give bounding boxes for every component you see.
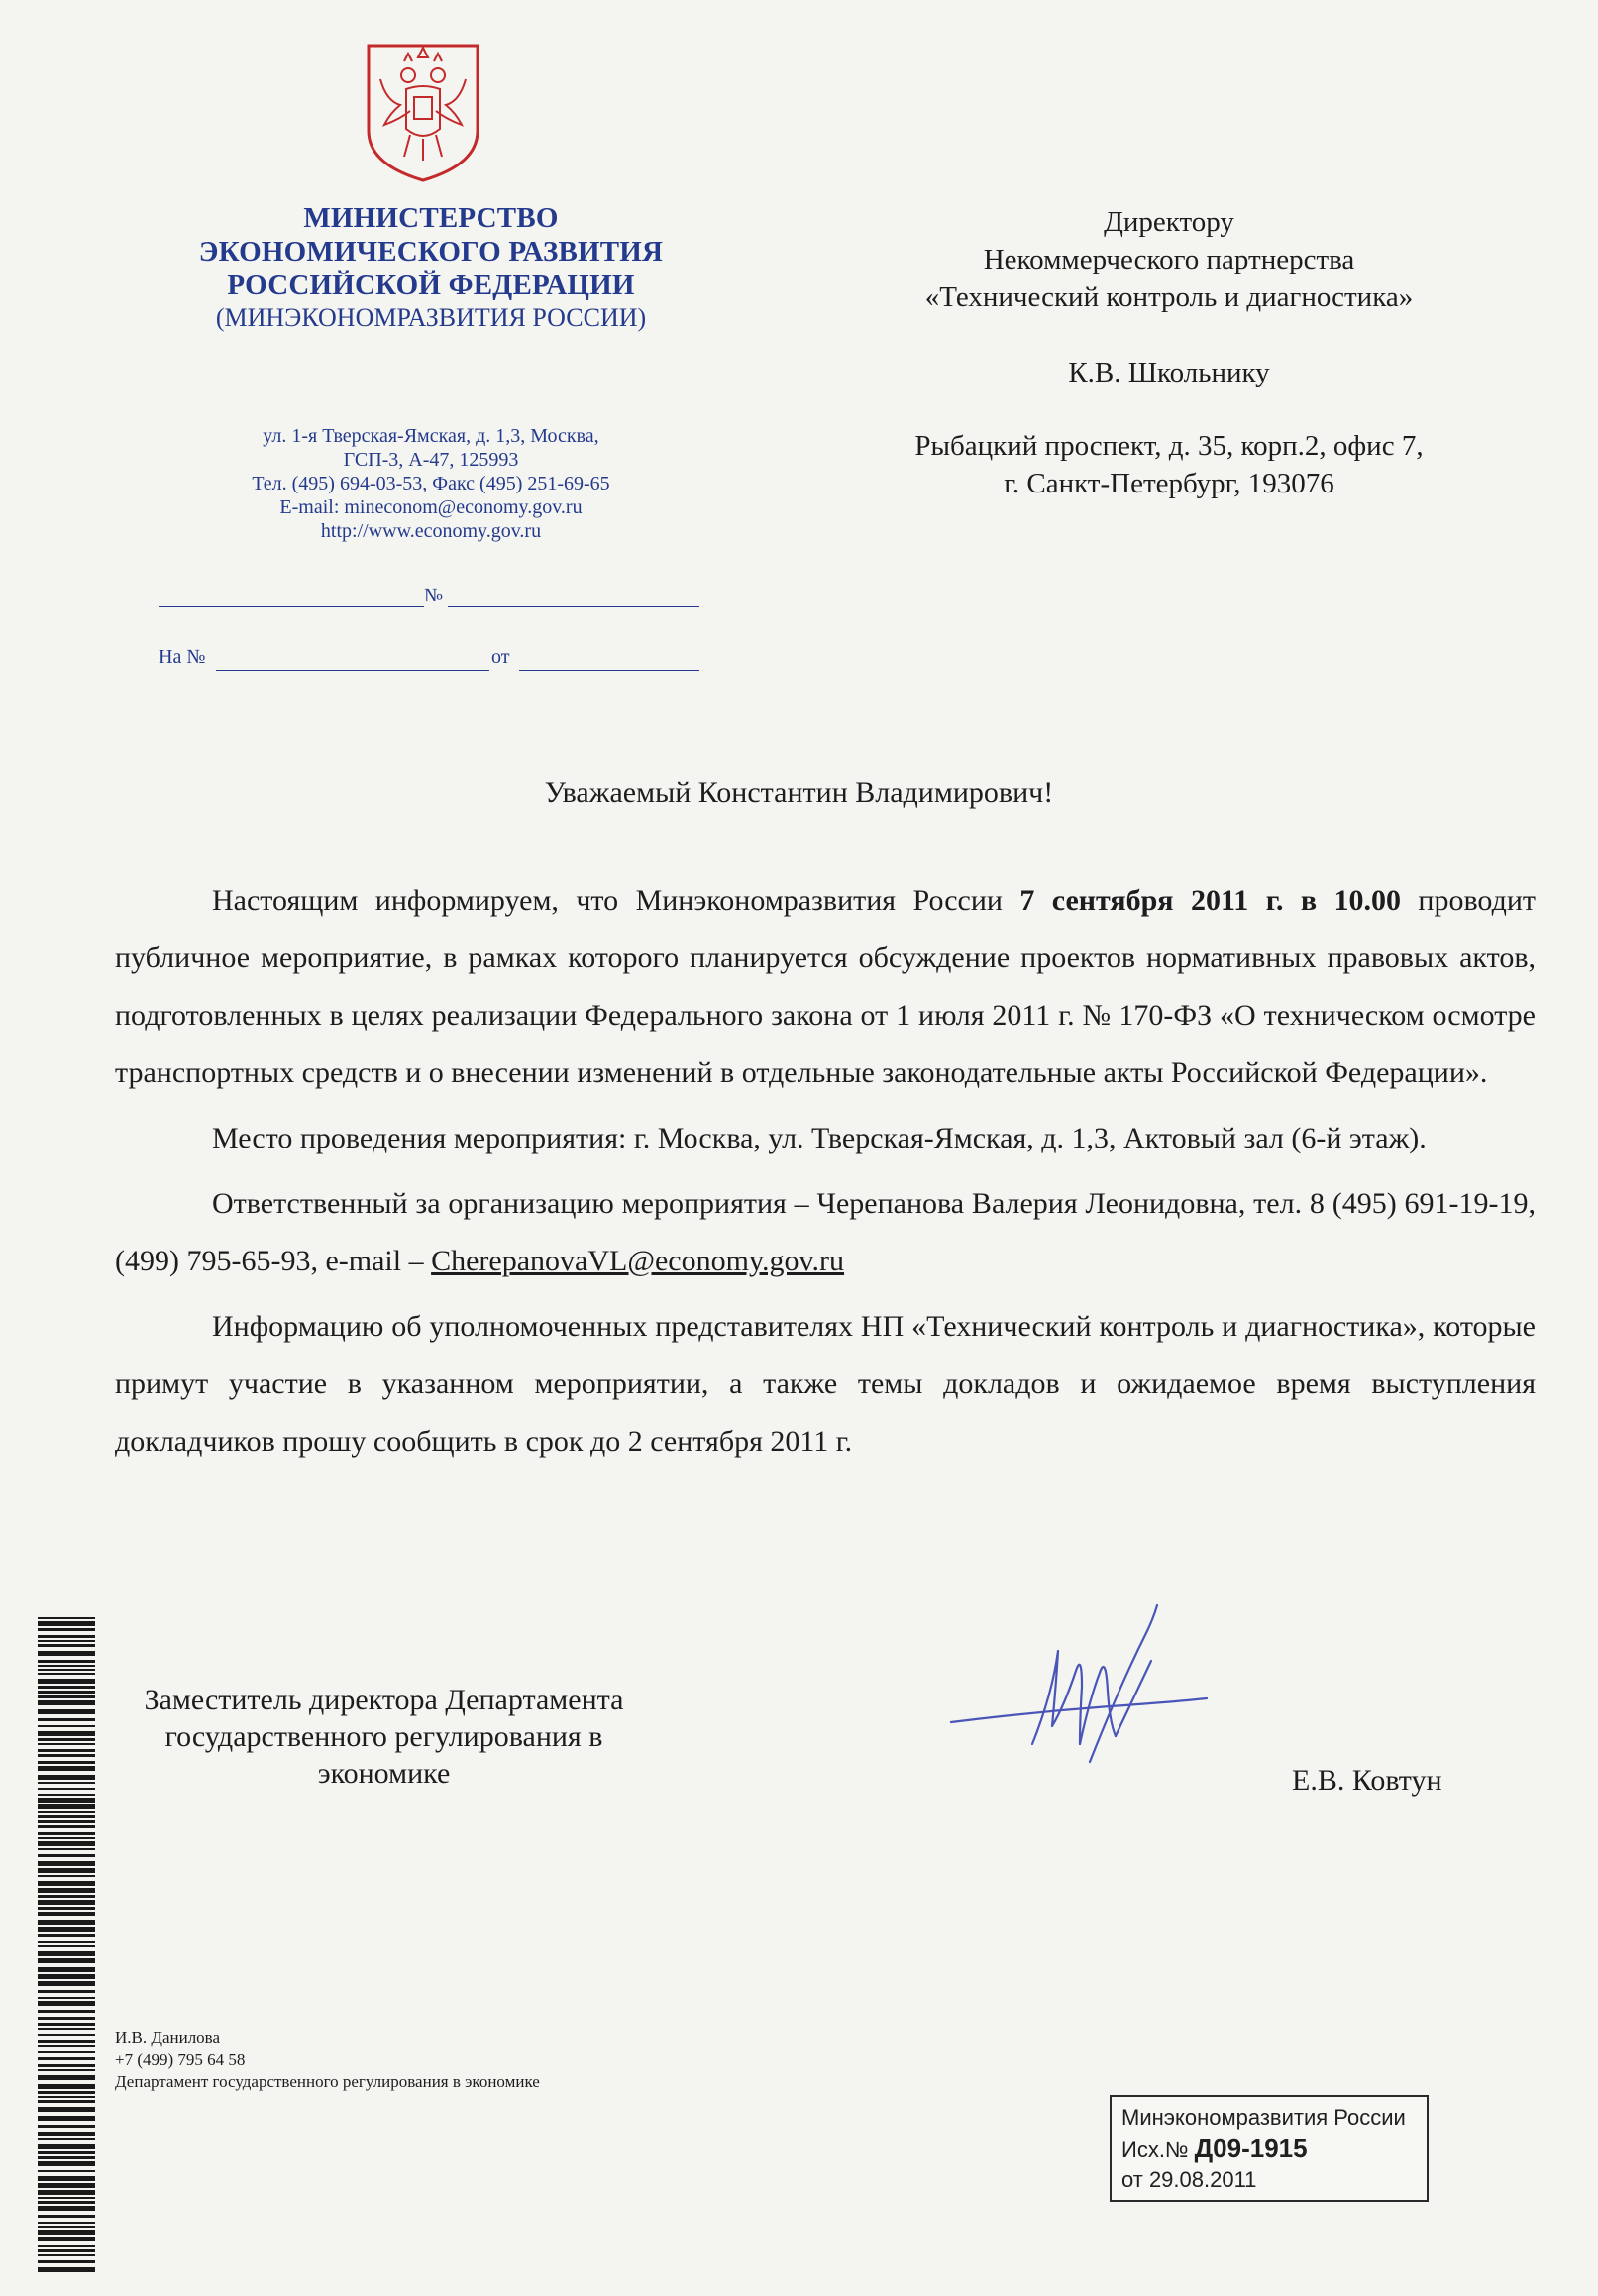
barcode-bar: [38, 2010, 95, 2013]
barcode-bar: [38, 1920, 95, 1925]
barcode-bar: [38, 1927, 95, 1932]
barcode-bar: [38, 1761, 95, 1764]
barcode-bar: [38, 1895, 95, 1898]
signatory-title-line: Заместитель директора Департамента: [144, 1684, 624, 1716]
stamp-organization: Минэкономразвития России: [1121, 2105, 1406, 2130]
barcode-bar: [38, 1811, 95, 1813]
event-date-time: 7 сентября 2011 г. в 10.00: [1019, 884, 1401, 917]
barcode-bar: [38, 1945, 95, 1947]
reply-number-rule: [216, 670, 489, 671]
barcode-bar: [38, 2096, 95, 2098]
barcode-bar: [38, 2045, 95, 2047]
recipient-line: Директору: [1104, 206, 1234, 238]
barcode-bar: [38, 1749, 95, 1752]
executor-name: И.В. Данилова: [115, 2028, 221, 2047]
signer-name: Е.В. Ковтун: [1292, 1764, 1442, 1797]
recipient-line: «Технический контроль и диагностика»: [924, 281, 1414, 313]
barcode-bar: [38, 1951, 95, 1956]
barcode-bar: [38, 1700, 95, 1705]
barcode-bar: [38, 1815, 95, 1818]
barcode-bar: [38, 1635, 95, 1638]
barcode-bar: [38, 2156, 95, 2159]
barcode-bar: [38, 2237, 95, 2241]
address-line: E-mail: mineconom@economy.gov.ru: [279, 496, 583, 518]
barcode-bar: [38, 1660, 95, 1663]
paragraph-text: Ответственный за организацию мероприятия – Черепанова Валерия Леонидовна, тел. 8 (495) 691-19-19, (499) 795-65-93, e-mail –: [115, 1187, 1536, 1277]
barcode-bar: [38, 2028, 95, 2030]
barcode-bar: [38, 1651, 95, 1656]
stamp-number-line: [1121, 2132, 1417, 2166]
barcode-bar: [38, 1804, 95, 1809]
ministry-line: МИНИСТЕРСТВО: [303, 202, 559, 234]
outgoing-number-label: №: [424, 585, 444, 606]
barcode-bar: [38, 2183, 95, 2188]
barcode-bar: [38, 2206, 95, 2211]
registration-stamp: [1110, 2095, 1429, 2202]
barcode-bar: [38, 2151, 95, 2154]
executor-info: [115, 2027, 540, 2093]
barcode-bar: [38, 2069, 95, 2071]
barcode-bar: [38, 1725, 95, 1727]
barcode-bar: [38, 2267, 95, 2272]
barcode-bar: [38, 1754, 95, 1757]
barcode-bar: [38, 1868, 95, 1873]
barcode-bar: [38, 1967, 95, 1972]
barcode-bar: [38, 1673, 95, 1675]
ministry-name: [149, 201, 713, 334]
barcode-bar: [38, 1825, 95, 1828]
stamp-number-label: Исх.№: [1121, 2137, 1189, 2162]
barcode-bar: [38, 1854, 95, 1857]
barcode-bar: [38, 2125, 95, 2128]
barcode-bar: [38, 1718, 95, 1721]
barcode-bar: [38, 2226, 95, 2228]
barcode-bar: [38, 1958, 95, 1963]
ministry-line: ЭКОНОМИЧЕСКОГО РАЗВИТИЯ: [198, 236, 664, 268]
barcode-bar: [38, 2100, 95, 2103]
outgoing-number-rule: [448, 606, 699, 607]
barcode-bar: [38, 2201, 95, 2204]
barcode-bar: [38, 2064, 95, 2067]
barcode-bar: [38, 1990, 95, 1993]
barcode-bar: [38, 1881, 95, 1886]
recipient-address-line: Рыбацкий проспект, д. 35, корп.2, офис 7,: [914, 430, 1424, 462]
reply-number-label: На №: [159, 646, 206, 668]
body-paragraph: [115, 1175, 1536, 1290]
outgoing-date-rule: [159, 606, 424, 607]
barcode-bar: [38, 2249, 95, 2252]
barcode-bar: [38, 2084, 95, 2089]
barcode-bar: [38, 1861, 95, 1866]
barcode-bar: [38, 2116, 95, 2121]
barcode-bar: [38, 1934, 95, 1937]
barcode-bar: [38, 1848, 95, 1850]
barcode-bar: [38, 1775, 95, 1780]
executor-department: Департамент государственного регулирования в экономике: [115, 2072, 540, 2091]
barcode-bar: [38, 2215, 95, 2218]
barcode-bar: [38, 1841, 95, 1846]
barcode-bar: [38, 1907, 95, 1910]
barcode-bar: [38, 1691, 95, 1694]
recipient-block: [822, 203, 1516, 502]
barcode-bar: [38, 1628, 95, 1631]
barcode-bar: [38, 1669, 95, 1671]
barcode-bar: [38, 2051, 95, 2053]
barcode-bar: [38, 2176, 95, 2181]
barcode-bar: [38, 1820, 95, 1823]
barcode-bar: [38, 1837, 95, 1839]
barcode-bar: [38, 2091, 95, 2094]
barcode-bar: [38, 1621, 95, 1626]
stamp-date: от 29.08.2011: [1121, 2167, 1257, 2192]
barcode-bar: [38, 1900, 95, 1905]
barcode-bar: [38, 2057, 95, 2060]
stamp-number: Д09-1915: [1194, 2133, 1308, 2163]
coat-of-arms-icon: [361, 40, 485, 184]
handwritten-signature: [941, 1595, 1238, 1794]
barcode-bar: [38, 2075, 95, 2080]
letter-body: [115, 872, 1536, 1478]
paragraph-text: проводит публичное мероприятие, в рамках которого планируется обсуждение проектов нормативных правовых актов, подготовленных в целях реализации Федерального закона от 1 июля 2011 г. № 170-ФЗ «О техническом осмотре транспортных средств и о внесении изменений в отдельные законодательные акты Российской Федерации».: [115, 884, 1536, 1089]
barcode-bar: [38, 2107, 95, 2112]
address-line: ГСП-3, А-47, 125993: [343, 449, 519, 471]
address-line: http://www.economy.gov.ru: [320, 520, 542, 542]
body-paragraph: Информацию об уполномоченных представителях НП «Технический контроль и диагностика», которые примут участие в указанном мероприятии, а также темы докладов и ожидаемое время выступления докладчиков прошу сообщить в срок до 2 сентября 2011 г.: [115, 1310, 1536, 1458]
signatory-title-line: государственного регулирования в: [164, 1720, 603, 1753]
barcode-bar: [38, 1686, 95, 1689]
barcode-bar: [38, 1743, 95, 1745]
barcode-bar: [38, 2170, 95, 2172]
barcode-bar: [38, 2138, 95, 2140]
barcode-bar: [38, 2132, 95, 2136]
barcode-bar: [38, 1695, 95, 1698]
body-paragraph: [115, 872, 1536, 1102]
paragraph-text: Настоящим информируем, что Минэкономразвития России: [212, 884, 1020, 917]
barcode-bar: [38, 1981, 95, 1986]
address-line: ул. 1-я Тверская-Ямская, д. 1,3, Москва,: [263, 425, 599, 447]
recipient-name: К.В. Школьнику: [1068, 357, 1270, 388]
barcode-bar: [38, 1617, 95, 1619]
barcode-bar: [38, 2017, 95, 2020]
barcode-bar: [38, 1832, 95, 1835]
executor-phone: +7 (499) 795 64 58: [115, 2050, 246, 2069]
barcode-bar: [38, 1709, 95, 1714]
barcode-bar: [38, 2230, 95, 2235]
barcode-bar: [38, 1875, 95, 1877]
barcode-bar: [38, 1640, 95, 1642]
barcode-bar: [38, 2245, 95, 2247]
barcode-bar: [38, 1782, 95, 1784]
ministry-address: [149, 424, 713, 543]
barcode-bar: [38, 1888, 95, 1893]
barcode-bar: [38, 2222, 95, 2224]
barcode-bar: [38, 1788, 95, 1790]
barcode-bar: [38, 1794, 95, 1796]
barcode-bar: [38, 2001, 95, 2006]
salutation: Уважаемый Константин Владимирович!: [544, 776, 1054, 809]
barcode-bar: [38, 2197, 95, 2199]
barcode-bar: [38, 2040, 95, 2043]
barcode-bar: [38, 1766, 95, 1771]
ministry-line: РОССИЙСКОЙ ФЕДЕРАЦИИ: [227, 270, 635, 301]
barcode-bar: [38, 2190, 95, 2195]
barcode-bar: [38, 1997, 95, 1999]
signatory-title: [79, 1682, 689, 1792]
body-paragraph: Место проведения мероприятия: г. Москва, ул. Тверская-Ямская, д. 1,3, Актовый зал (6-й этаж).: [212, 1122, 1427, 1154]
barcode-bar: [38, 2034, 95, 2036]
signatory-title-line: экономике: [317, 1757, 451, 1790]
reply-date-label: от: [491, 646, 510, 668]
barcode-bar: [38, 1731, 95, 1736]
recipient-address-line: г. Санкт-Петербург, 193076: [1004, 468, 1334, 499]
barcode-bar: [38, 2144, 95, 2149]
barcode-bar: [38, 1974, 95, 1979]
address-line: Тел. (495) 694-03-53, Факс (495) 251-69-65: [252, 473, 610, 494]
barcode-bar: [38, 2254, 95, 2256]
barcode-bar: [38, 1912, 95, 1916]
recipient-line: Некоммерческого партнерства: [983, 244, 1355, 275]
reply-date-rule: [519, 670, 699, 671]
barcode-bar: [38, 2023, 95, 2026]
barcode-bar: [38, 1738, 95, 1741]
barcode-icon: [38, 1617, 95, 2276]
barcode-bar: [38, 2161, 95, 2166]
barcode-bar: [38, 1941, 95, 1943]
barcode-bar: [38, 2260, 95, 2263]
barcode-bar: [38, 1644, 95, 1647]
barcode-bar: [38, 1798, 95, 1803]
barcode-bar: [38, 1665, 95, 1667]
ministry-abbreviation: (МИНЭКОНОМРАЗВИТИЯ РОССИИ): [215, 303, 647, 332]
contact-email-link[interactable]: CherepanovaVL@economy.gov.ru: [431, 1245, 845, 1277]
barcode-bar: [38, 1679, 95, 1684]
